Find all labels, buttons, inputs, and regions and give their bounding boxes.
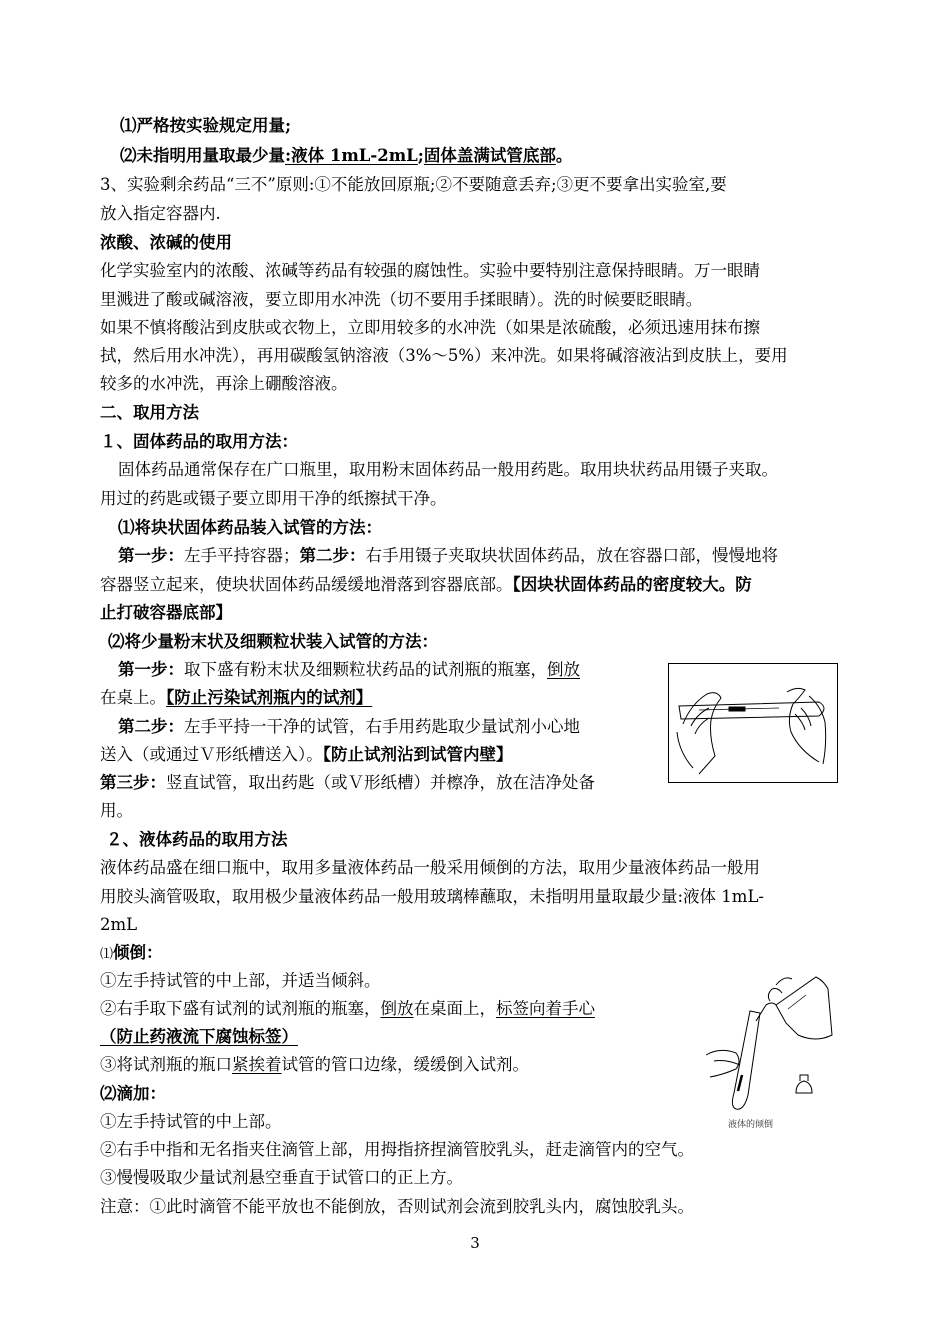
- text-span: 左手平持一干净的试管，右手用药匙取少量试剂小心地: [184, 717, 580, 736]
- text-span: 液体 1mL-2mL: [291, 146, 418, 165]
- text-line: （防止药液流下腐蚀标签）: [100, 1027, 298, 1046]
- text-span: ⑴: [100, 947, 114, 962]
- subsection-heading: ⑵将少量粉末状及细颗粒状装入试管的方法：: [108, 632, 438, 651]
- text-line: [100, 744, 513, 766]
- hands-test-tube-illustration: [669, 664, 837, 782]
- text-span: 左手平持容器；: [184, 546, 300, 565]
- step-label: 第二步：: [118, 717, 184, 736]
- text-line: 化学实验室内的浓酸、浓碱等药品有较强的腐蚀性。实验中要特别注意保持眼睛。万一眼睛: [100, 261, 760, 280]
- text-span: 右手用镊子夹取块状固体药品，放在容器口部，慢慢地将: [365, 546, 778, 565]
- text-line: [118, 716, 580, 738]
- text-line: [118, 545, 778, 567]
- text-span: :: [285, 146, 292, 165]
- text-line: [120, 145, 572, 167]
- text-span: 在桌面上，: [413, 999, 496, 1018]
- text-line: [100, 998, 595, 1020]
- text-line: 2mL: [100, 915, 138, 934]
- text-span: 标签向着手心: [496, 999, 595, 1018]
- text-line: 用过的药匙或镊子要立即用干净的纸擦拭干净。: [100, 489, 447, 508]
- step-label: 第一步：: [118, 546, 184, 565]
- text-span: 紧挨着: [232, 1055, 282, 1074]
- text-line: [100, 772, 595, 794]
- step-label: 第一步：: [118, 660, 184, 679]
- text-line: 用。: [100, 801, 133, 820]
- text-line: 注意：①此时滴管不能平放也不能倒放，否则试剂会流到胶乳头内，腐蚀胶乳头。: [100, 1197, 694, 1216]
- subsection-heading: ⑴将块状固体药品装入试管的方法：: [118, 518, 382, 537]
- text-span: 容器竖立起来，使块状固体药品缓缓地滑落到容器底部。: [100, 575, 513, 594]
- text-line: 放入指定容器内.: [100, 204, 221, 223]
- text-line: ③慢慢吸取少量试剂悬空垂直于试管口的正上方。: [100, 1168, 463, 1187]
- text-span: 固体盖满试管底部: [423, 146, 556, 165]
- text-line: 用胶头滴管吸取，取用极少量液体药品一般用玻璃棒蘸取，未指明用量取最少量:液体 1mL-: [100, 887, 764, 906]
- text-line: 液体药品盛在细口瓶中，取用多量液体药品一般采用倾倒的方法，取用少量液体药品一般用: [100, 858, 760, 877]
- text-span: 在桌上。: [100, 688, 166, 707]
- text-line: 拭，然后用水冲洗），再用碳酸氢钠溶液（3%～5%）来冲洗。如果将碱溶液沾到皮肤上，要用: [100, 346, 788, 365]
- text-span: ③将试剂瓶的瓶口: [100, 1055, 232, 1074]
- page-number: 3: [470, 1234, 480, 1252]
- text-line: 较多的水冲洗，再涂上硼酸溶液。: [100, 374, 348, 393]
- text-span: 倒放: [380, 999, 414, 1018]
- subsection-heading: ２、液体药品的取用方法: [106, 830, 288, 849]
- text-span: 倒放: [547, 660, 580, 679]
- text-span: 试管的管口边缘，缓缓倒入试剂。: [281, 1055, 529, 1074]
- text-line: 如果不慎将酸沾到皮肤或衣物上，立即用较多的水冲洗（如果是浓硫酸，必须迅速用抹布擦: [100, 318, 760, 337]
- step-label: 第二步：: [299, 546, 366, 565]
- text-line: ②右手中指和无名指夹住滴管上部，用拇指挤捏滴管胶乳头，赶走滴管内的空气。: [100, 1140, 694, 1159]
- subsection-heading: １、固体药品的取用方法：: [100, 432, 298, 451]
- text-span: 倾倒：: [113, 943, 163, 962]
- text-line: ①左手持试管的中上部。: [100, 1112, 282, 1131]
- text-span: ⑵未指明用量取最少量: [120, 146, 285, 165]
- text-line: 里溅进了酸或碱溶液，要立即用水冲洗（切不要用手揉眼睛）。洗的时候要眨眼睛。: [100, 290, 703, 309]
- text-span: 取下盛有粉末状及细颗粒状药品的试剂瓶的瓶塞，: [184, 660, 547, 679]
- text-line: [100, 1054, 529, 1076]
- text-line: 止打破容器底部】: [100, 603, 232, 622]
- text-span: 【防止试剂沾到试管内壁】: [322, 745, 513, 764]
- text-span: 【防止污染试剂瓶内的试剂】: [166, 688, 373, 707]
- figure-caption: 液体的倾倒: [728, 1120, 774, 1130]
- section-heading: 二、取用方法: [100, 403, 199, 422]
- liquid-pouring-figure: [696, 965, 836, 1135]
- text-line: ⑵滴加：: [100, 1084, 166, 1103]
- text-span: 竖直试管，取出药匙（或Ｖ形纸槽）并檫净，放在洁净处备: [166, 773, 595, 792]
- section-heading: 浓酸、浓碱的使用: [100, 233, 232, 252]
- text-line: [100, 574, 752, 596]
- text-span: 送入（或通过Ｖ形纸槽送入）。: [100, 745, 323, 764]
- text-span: ;: [417, 146, 424, 165]
- text-span: ②右手取下盛有试剂的试剂瓶的瓶塞，: [100, 999, 381, 1018]
- step-label: 第三步：: [100, 773, 166, 792]
- text-span: 【因块状固体药品的密度较大。防: [512, 575, 752, 594]
- text-line: 3、实验剩余药品“三不”原则:①不能放回原瓶;②不要随意丢弃;③更不要拿出实验室,要: [100, 175, 727, 194]
- text-line: 固体药品通常保存在广口瓶里，取用粉末固体药品一般用药匙。取用块状药品用镊子夹取。: [118, 460, 778, 479]
- text-line: ①左手持试管的中上部，并适当倾斜。: [100, 971, 381, 990]
- pouring-illustration: [696, 965, 836, 1115]
- text-line: [100, 942, 163, 966]
- text-line: [100, 687, 372, 709]
- test-tube-powder-figure: [668, 663, 838, 783]
- text-line: ⑴严格按实验规定用量;: [120, 116, 292, 135]
- text-line: [118, 659, 580, 681]
- text-span: 。: [555, 146, 573, 165]
